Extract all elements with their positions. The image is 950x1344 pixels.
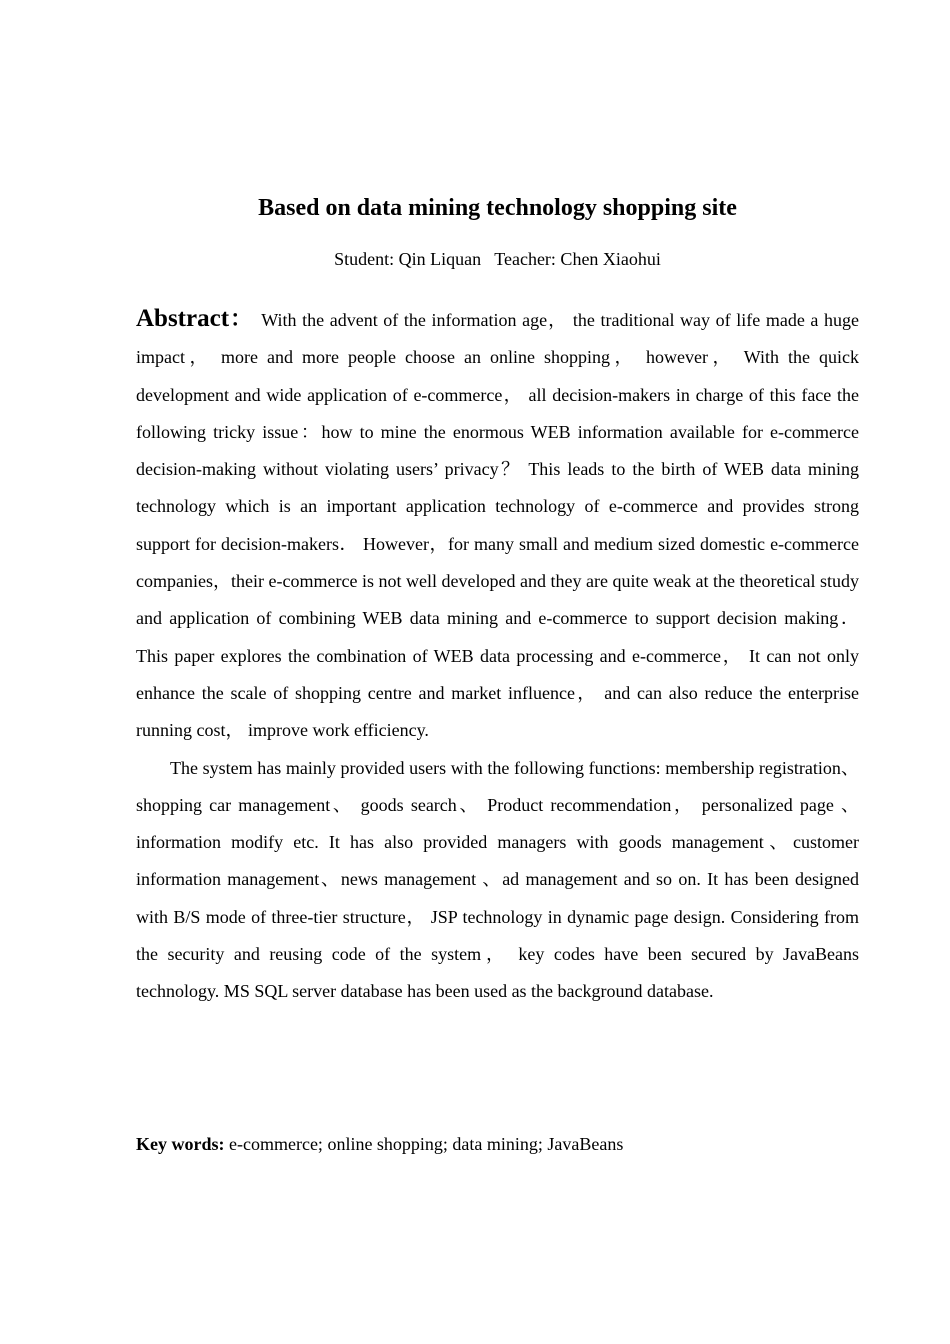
keywords-label: Key words: [136,1134,225,1154]
abstract-paragraph-2: The system has mainly provided users with the following functions: membership registration、 shopping car management、 goods search、 Product recommendation， personalized page 、 information modify etc. It has also provided managers with goods management、customer information management、news management 、ad management and so on. It has been designed with B/S mode of three-tier structure， JSP technology in dynamic page design. Considering from the security and reusing code of the system， key codes have been secured by JavaBeans technology. MS SQL server database has been used as the background database. [136,757,859,1002]
abstract-section [136,300,859,1011]
abstract-label: Abstract [136,305,230,332]
author-line: Student: Qin Liquan Teacher: Chen Xiaohui [334,249,661,269]
abstract-colon: ： [229,306,254,331]
document-page [136,0,859,1344]
keywords-line [136,1130,859,1158]
abstract-paragraph-1 [136,300,859,750]
abstract-text-1: With the advent of the information age， the traditional way of life made a huge impact， more and more people choose an online shopping， however， With the quick development and wide application of e-commerce， all decision-makers in charge of this face the following tricky issue：how to mine the enormous WEB information available for e-commerce decision-making without violating users’ privacy？ This leads to the birth of WEB data mining technology which is an important application technology of e-commerce and provides strong support for decision-makers． However，for many small and medium sized domestic e-commerce companies，their e-commerce is not well developed and they are quite weak at the theoretical study and application of combining WEB data mining and e-commerce to support decision making． This paper explores the combination of WEB data processing and e-commerce， It can not only enhance the scale of shopping centre and market influence， and can also reduce the enterprise running cost， improve work efficiency. [136,310,859,741]
paper-title: Based on data mining technology shopping site [258,195,737,221]
keywords-value: e-commerce; online shopping; data mining; JavaBeans [224,1134,624,1154]
